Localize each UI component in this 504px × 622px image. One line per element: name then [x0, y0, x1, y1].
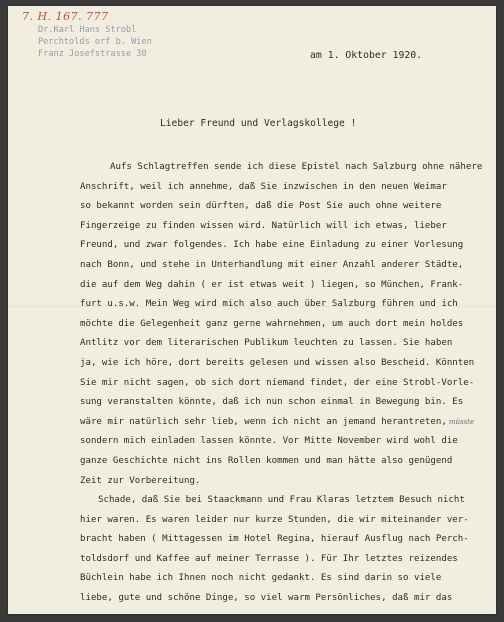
body-line: Fingerzeige zu finden wissen wird. Natürlich will ich etwas, lieber [80, 220, 447, 231]
body-line: die auf dem Weg dahin ( er ist etwas weit ) liegen, so München, Frank- [80, 279, 464, 290]
body-line: Freund, und zwar folgendes. Ich habe eine Einladung zu einer Vorlesung [80, 240, 464, 251]
body-line: sondern mich einladen lassen könnte. Vor Mitte November wird wohl die [80, 436, 458, 447]
body-line: Zeit zur Vorbereitung. [80, 475, 201, 486]
letter-page [8, 6, 496, 614]
archive-note: 7. H. 167. 777 [22, 10, 109, 23]
body-line: Sie mir nicht sagen, ob sich dort niemand findet, der eine Strobl-Vorle- [80, 377, 475, 388]
body-line-with-note [80, 413, 496, 433]
body-line: toldsdorf und Kaffee auf meiner Terrasse ). Für Ihr letztes reizendes [80, 553, 458, 564]
margin-note: müsste [448, 417, 475, 426]
letterhead-line: Perchtolds orf b. Wien [38, 37, 152, 48]
salutation: Lieber Freund und Verlagskollege ! [160, 118, 357, 129]
body-line: ja, wie ich höre, dort bereits gelesen und wissen also Bescheid. Könnten [80, 357, 475, 368]
body-line: Antlitz vor dem literarischen Publikum leuchten zu lassen. Sie haben [80, 338, 453, 349]
body-line: Aufs Schlagtreffen sende ich diese Epistel nach Salzburg ohne nähere [110, 162, 483, 172]
letterhead-line: Franz Josefstrasse 30 [38, 49, 147, 60]
body-line: so bekannt worden sein dürften, daß die Post Sie auch ohne weitere [80, 201, 442, 212]
letterhead-line: Dr.Karl Hans Strobl [38, 25, 137, 35]
body-line: ganze Geschichte nicht ins Rollen kommen und man hätte also genügend [80, 455, 453, 466]
body-line: liebe, gute und schöne Dinge, so viel warm Persönliches, daß mir das [80, 593, 453, 604]
letter-date: am 1. Oktober 1920. [310, 50, 423, 61]
letterhead-stamp [38, 24, 152, 61]
body-line: nach Bonn, und stehe in Unterhandlung mit einer Anzahl anderer Städte, [80, 259, 464, 270]
body-line: möchte die Gelegenheit ganz gerne wahrnehmen, um auch dort mein holdes [80, 318, 464, 329]
body-line: wäre mir natürlich sehr lieb, wenn ich nicht an jemand herantreten, [80, 416, 447, 427]
body-line: bracht haben ( Mittagessen im Hotel Regina, hierauf Ausflug nach Perch- [80, 534, 469, 545]
body-line: Anschrift, weil ich annehme, daß Sie inzwischen in den neuen Weimar [80, 181, 447, 192]
letter-body [80, 158, 496, 609]
body-line: furt u.s.w. Mein Weg wird mich also auch über Salzburg führen und ich [80, 299, 458, 310]
body-line: sung veranstalten könnte, daß ich nun schon einmal in Bewegung bin. Es [80, 397, 464, 408]
body-line: hier waren. Es waren leider nur kurze Stunden, die wir miteinander ver- [80, 514, 469, 525]
body-line: Schade, daß Sie bei Staackmann und Frau Klaras letztem Besuch nicht [98, 495, 465, 506]
body-line: Büchlein habe ich Ihnen noch nicht gedankt. Es sind darin so viele [80, 573, 442, 584]
